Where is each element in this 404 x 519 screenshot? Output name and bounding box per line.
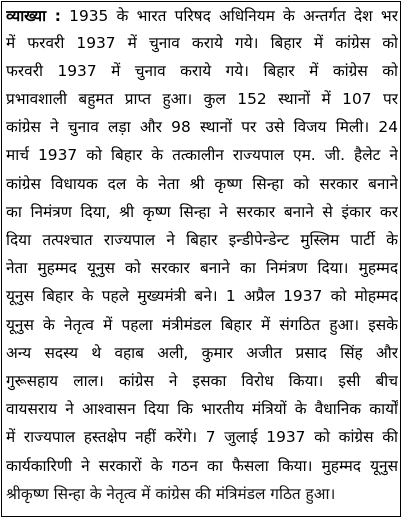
passage-line: व्याख्या : 1935 के भारत परिषद अधिनियम के अन्तर्गत देश भर (6, 7, 398, 25)
passage-line: दिया तत्पश्चात राज्यपाल ने बिहार इन्डीपेन्डेन्ट मुस्लिम पार्टी के (6, 231, 398, 249)
passage-line: फरवरी 1937 में चुनाव कराये गये। बिहार में कांग्रेस को (6, 62, 398, 80)
passage-line: कांग्रेस ने चुनाव लड़ा और 98 स्थानों पर उसे विजय मिली। 24 (6, 118, 398, 136)
passage-line: नेता मुहम्मद यूनुस को सरकार बनाने का निमंत्रण दिया। मुहम्मद (6, 259, 398, 277)
passage-line: कांग्रेस विधायक दल के नेता श्री कृष्ण सिन्हा को सरकार बनाने (6, 175, 398, 193)
passage-line: अन्य सदस्य थे वहाब अली, कुमार अजीत प्रसाद सिंह और (6, 344, 398, 362)
passage-line: गुरूसहाय लाल। कांग्रेस ने इसका विरोध किया। इसी बीच (6, 372, 398, 390)
passage-line: कार्यकारिणी ने सरकारों के गठन का फैसला किया। मुहम्मद यूनुस (6, 457, 398, 475)
passage-line: श्रीकृष्ण सिन्हा के नेतृत्व में कांग्रेस की मंत्रिमंडल गठित हुआ। (6, 485, 336, 503)
passage-heading: व्याख्या : (6, 7, 61, 25)
passage-line: वायसराय ने आश्वासन दिया कि भारतीय मंत्रियों के वैधानिक कार्यों (6, 400, 398, 418)
passage-line: में फरवरी 1937 में चुनाव कराये गये। बिहार में कांग्रेस को (6, 34, 398, 52)
passage-line: का निमंत्रण दिया, श्री कृष्ण सिन्हा ने सरकार बनाने से इंकार कर (6, 203, 398, 221)
passage-line: यूनुस बिहार के पहले मुख्यमंत्री बने। 1 अप्रैल 1937 को मोहम्मद (6, 287, 398, 305)
passage-line: यूनुस के नेतृत्व में पहला मंत्रीमंडल बिहार में संगठित हुआ। इसके (6, 316, 398, 334)
passage-box (1, 1, 401, 517)
passage-line: में राज्यपाल हस्तक्षेप नहीं करेंगे। 7 जुलाई 1937 को कांग्रेस की (6, 428, 398, 446)
passage-line: प्रभावशाली बहुमत प्राप्त हुआ। कुल 152 स्थानों में 107 पर (6, 90, 398, 108)
passage-line: मार्च 1937 को बिहार के तत्कालीन राज्यपाल एम. जी. हैलेट ने (6, 146, 398, 164)
